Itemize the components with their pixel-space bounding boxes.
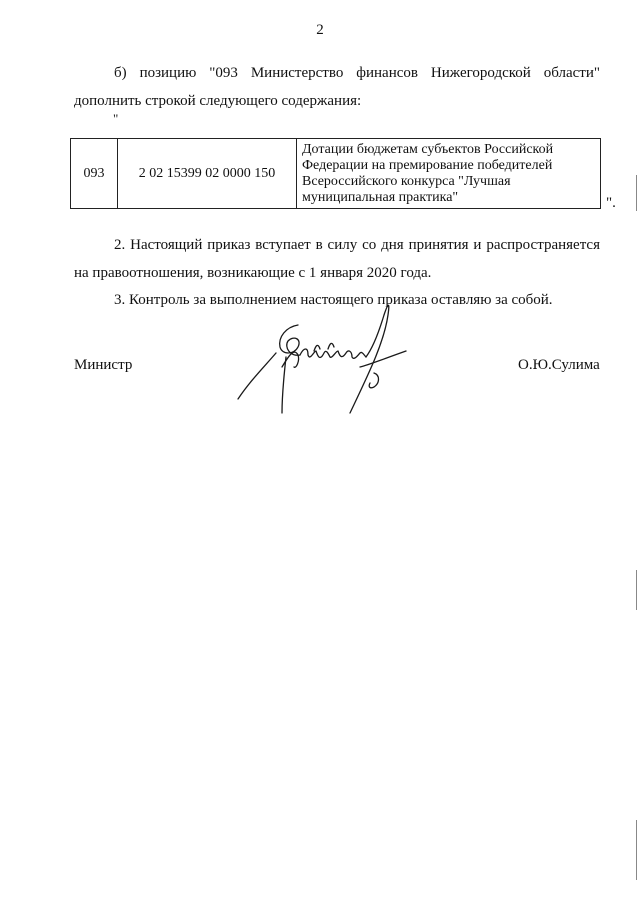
paragraph-2-line-2: на правоотношения, возникающие с 1 января 2020 года. <box>74 265 432 281</box>
paragraph-b-line-2: дополнить строкой следующего содержания: <box>74 93 362 109</box>
paragraph-2-line-1: 2. Настоящий приказ вступает в силу со дня принятия и распространяется <box>114 237 600 253</box>
budget-classification-code-cell: 2 02 15399 02 0000 150 <box>118 139 297 209</box>
scan-edge-mark <box>636 570 637 610</box>
revenue-name-cell: Дотации бюджетам субъектов Российской Федерации на премирование победителей Всероссийского конкурса "Лучшая муниципальная практика" <box>297 139 601 209</box>
paragraph-b-line-1: б) позицию "093 Министерство финансов Нижегородской области" <box>114 65 600 81</box>
table-row <box>71 139 601 209</box>
signatory-name: О.Ю.Сулима <box>518 357 600 373</box>
paragraph-3: 3. Контроль за выполнением настоящего приказа оставляю за собой. <box>114 292 553 308</box>
closing-quote: ". <box>606 195 616 211</box>
paragraph-b <box>74 59 600 115</box>
scan-edge-mark <box>636 820 637 880</box>
scan-edge-mark <box>636 175 637 211</box>
paragraph-2 <box>74 231 600 287</box>
opening-quote: " <box>113 111 119 126</box>
admin-code-cell: 093 <box>71 139 118 209</box>
budget-code-table <box>70 138 601 209</box>
signatory-title: Министр <box>74 357 133 373</box>
page-number: 2 <box>316 22 324 38</box>
handwritten-signature <box>228 295 408 425</box>
